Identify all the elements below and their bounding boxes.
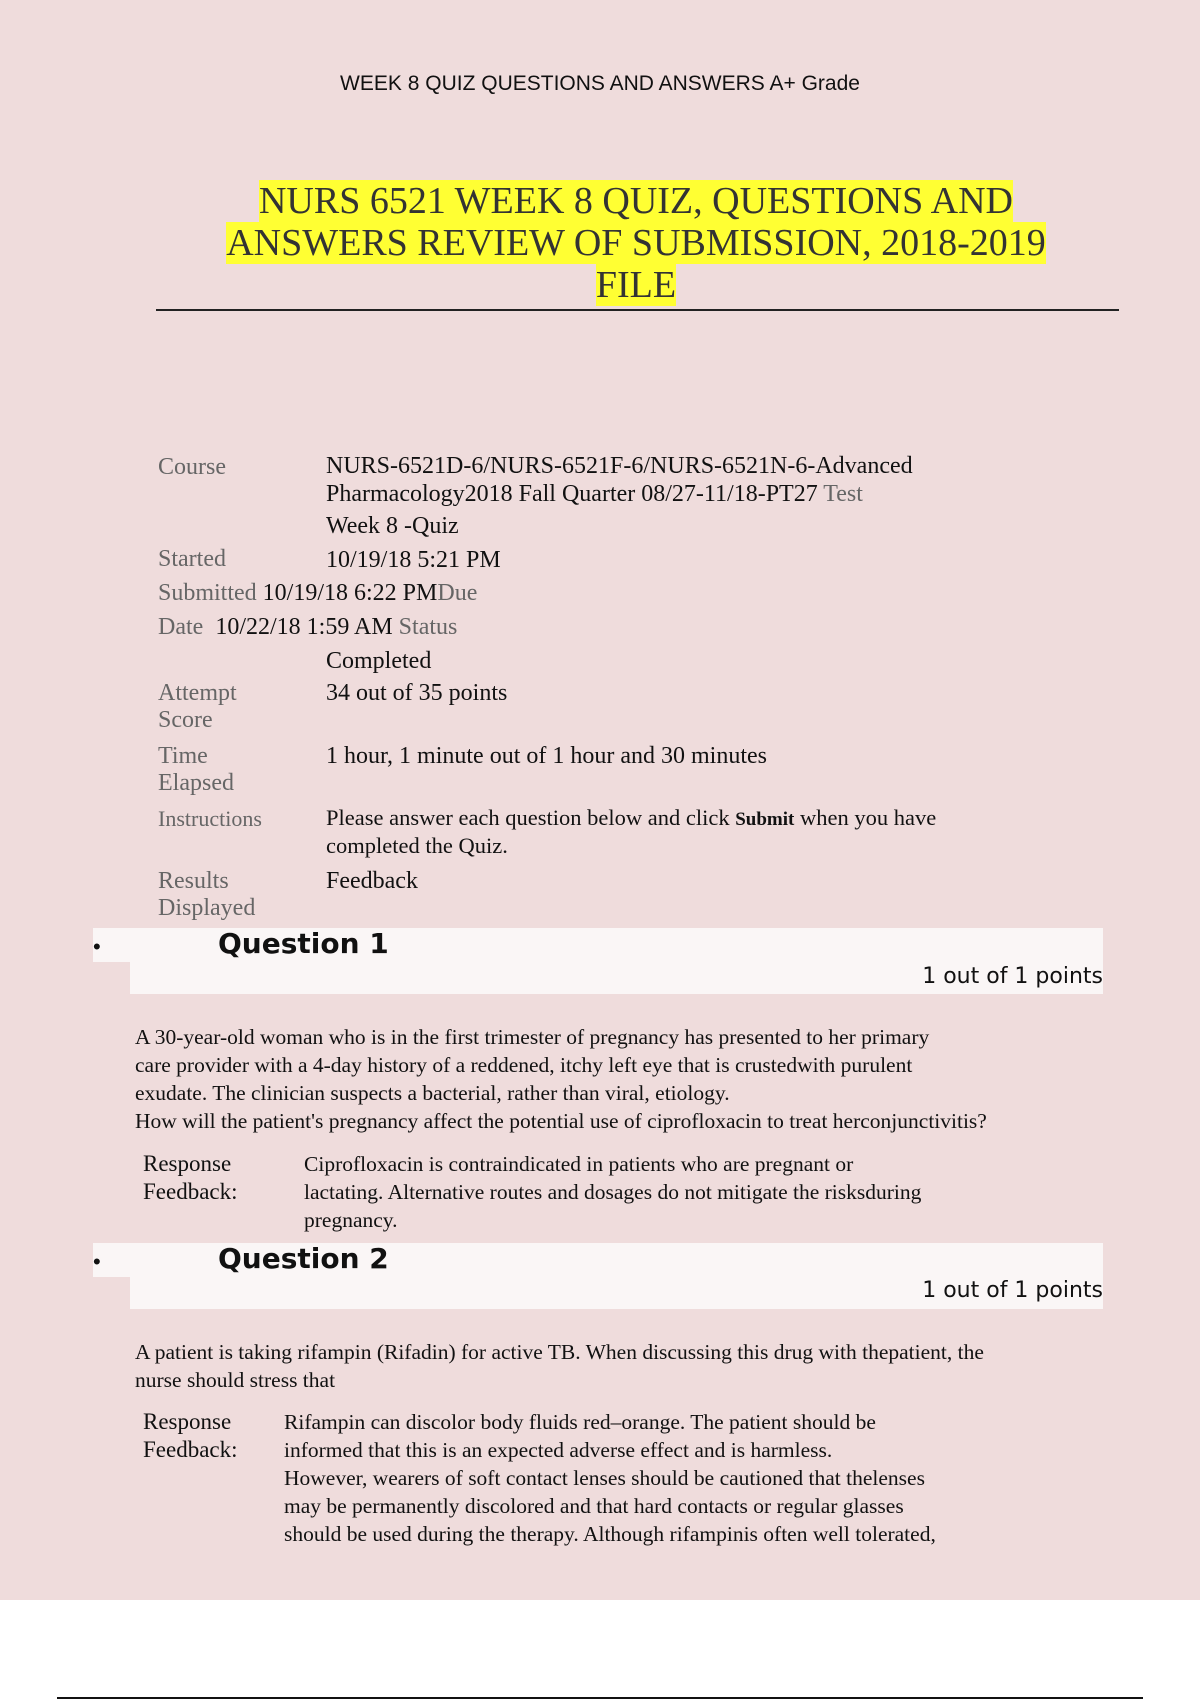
question-1-response-label [143, 1150, 238, 1206]
instructions-value [326, 805, 1026, 859]
question-1-response-feedback [304, 1150, 1084, 1234]
question-1-text-line: exudate. The clinician suspects a bacterial, rather than viral, etiology. [135, 1081, 730, 1105]
response-label-line-1: Response [143, 1409, 232, 1434]
instructions-line-2: completed the Quiz. [326, 833, 508, 858]
attempt-score-label [158, 680, 328, 734]
status-label: Status [398, 614, 458, 640]
question-2-points: 1 out of 1 points [922, 1278, 1103, 1303]
results-displayed-label [158, 868, 328, 922]
time-elapsed-value: 1 hour, 1 minute out of 1 hour and 30 minutes [326, 743, 767, 769]
question-1-text [135, 1023, 1105, 1135]
attempt-label-line-2: Score [158, 707, 213, 733]
question-1-text-line: A 30-year-old woman who is in the first trimester of pregnancy has presented to her primary [135, 1025, 930, 1049]
question-2-text-line: A patient is taking rifampin (Rifadin) for active TB. When discussing this drug with thepatient, the [135, 1340, 984, 1364]
question-2-response-feedback [284, 1408, 1084, 1548]
time-label-line-1: Time [158, 743, 208, 769]
response-label-line-2: Feedback: [143, 1437, 238, 1462]
course-label: Course [158, 454, 226, 480]
response-line: should be used during the therapy. Although rifampinis often well tolerated, [284, 1522, 936, 1546]
test-label: Test [823, 481, 863, 507]
title-divider [156, 309, 1119, 311]
footer-divider [57, 1697, 1143, 1699]
due-label: Due [437, 580, 478, 606]
submitted-label: Submitted [158, 580, 257, 606]
response-label-line-1: Response [143, 1151, 232, 1176]
instructions-label: Instructions [158, 806, 262, 831]
date-label: Date [158, 614, 204, 640]
response-line: Rifampin can discolor body fluids red–orange. The patient should be [284, 1410, 876, 1434]
document-title [150, 180, 1122, 306]
title-line-2: ANSWERS REVIEW OF SUBMISSION, 2018-2019 [226, 222, 1046, 264]
response-line: may be permanently discolored and that hard contacts or regular glasses [284, 1494, 904, 1518]
results-label-line-2: Displayed [158, 895, 256, 921]
due-date-row [158, 614, 758, 641]
question-1-text-line: How will the patient's pregnancy affect the potential use of ciprofloxacin to treat herconjunctivitis? [135, 1109, 987, 1133]
attempt-label-line-1: Attempt [158, 680, 237, 706]
question-1-points: 1 out of 1 points [922, 964, 1103, 989]
attempt-score-value: 34 out of 35 points [326, 680, 508, 706]
title-line-1: NURS 6521 WEEK 8 QUIZ, QUESTIONS AND [258, 180, 1013, 222]
question-1-bullet: • [93, 934, 101, 959]
started-value: 10/19/18 5:21 PM [326, 547, 501, 573]
results-displayed-value: Feedback [326, 868, 418, 894]
response-line: Ciprofloxacin is contraindicated in patients who are pregnant or [304, 1152, 854, 1176]
question-1-text-line: care provider with a 4-day history of a reddened, itchy left eye that is crustedwith purulent [135, 1053, 913, 1077]
response-line: However, wearers of soft contact lenses should be cautioned that thelenses [284, 1466, 925, 1490]
response-line: informed that this is an expected adverse effect and is harmless. [284, 1438, 833, 1462]
time-elapsed-label [158, 743, 328, 797]
course-value-line-2-text: Pharmacology2018 Fall Quarter 08/27-11/18-PT27 [326, 481, 818, 507]
question-2-title: Question 2 [218, 1242, 389, 1275]
due-date-value: 10/22/18 1:59 AM [215, 614, 393, 640]
submitted-row [158, 580, 758, 607]
question-2-response-label [143, 1408, 238, 1464]
instructions-submit-word: Submit [735, 809, 795, 830]
question-2-bullet: • [93, 1249, 101, 1274]
response-line: pregnancy. [304, 1208, 398, 1232]
question-1-title: Question 1 [218, 927, 389, 960]
page-header: WEEK 8 QUIZ QUESTIONS AND ANSWERS A+ Grade [340, 72, 860, 95]
time-label-line-2: Elapsed [158, 770, 234, 796]
status-value: Completed [326, 648, 432, 674]
course-value-line-2 [326, 480, 1026, 508]
response-label-line-2: Feedback: [143, 1179, 238, 1204]
course-value-line-1: NURS-6521D-6/NURS-6521F-6/NURS-6521N-6-Advanced [326, 453, 913, 479]
submitted-value: 10/19/18 6:22 PM [262, 580, 438, 606]
instructions-text-start: Please answer each question below and click [326, 805, 736, 830]
test-value: Week 8 -Quiz [326, 513, 459, 539]
started-label: Started [158, 546, 226, 572]
instructions-text-end: when you have [794, 805, 937, 830]
question-2-text [135, 1338, 1105, 1394]
results-label-line-1: Results [158, 868, 229, 894]
title-line-3: FILE [595, 264, 677, 306]
response-line: lactating. Alternative routes and dosages do not mitigate the risksduring [304, 1180, 922, 1204]
question-2-text-line: nurse should stress that [135, 1368, 336, 1392]
